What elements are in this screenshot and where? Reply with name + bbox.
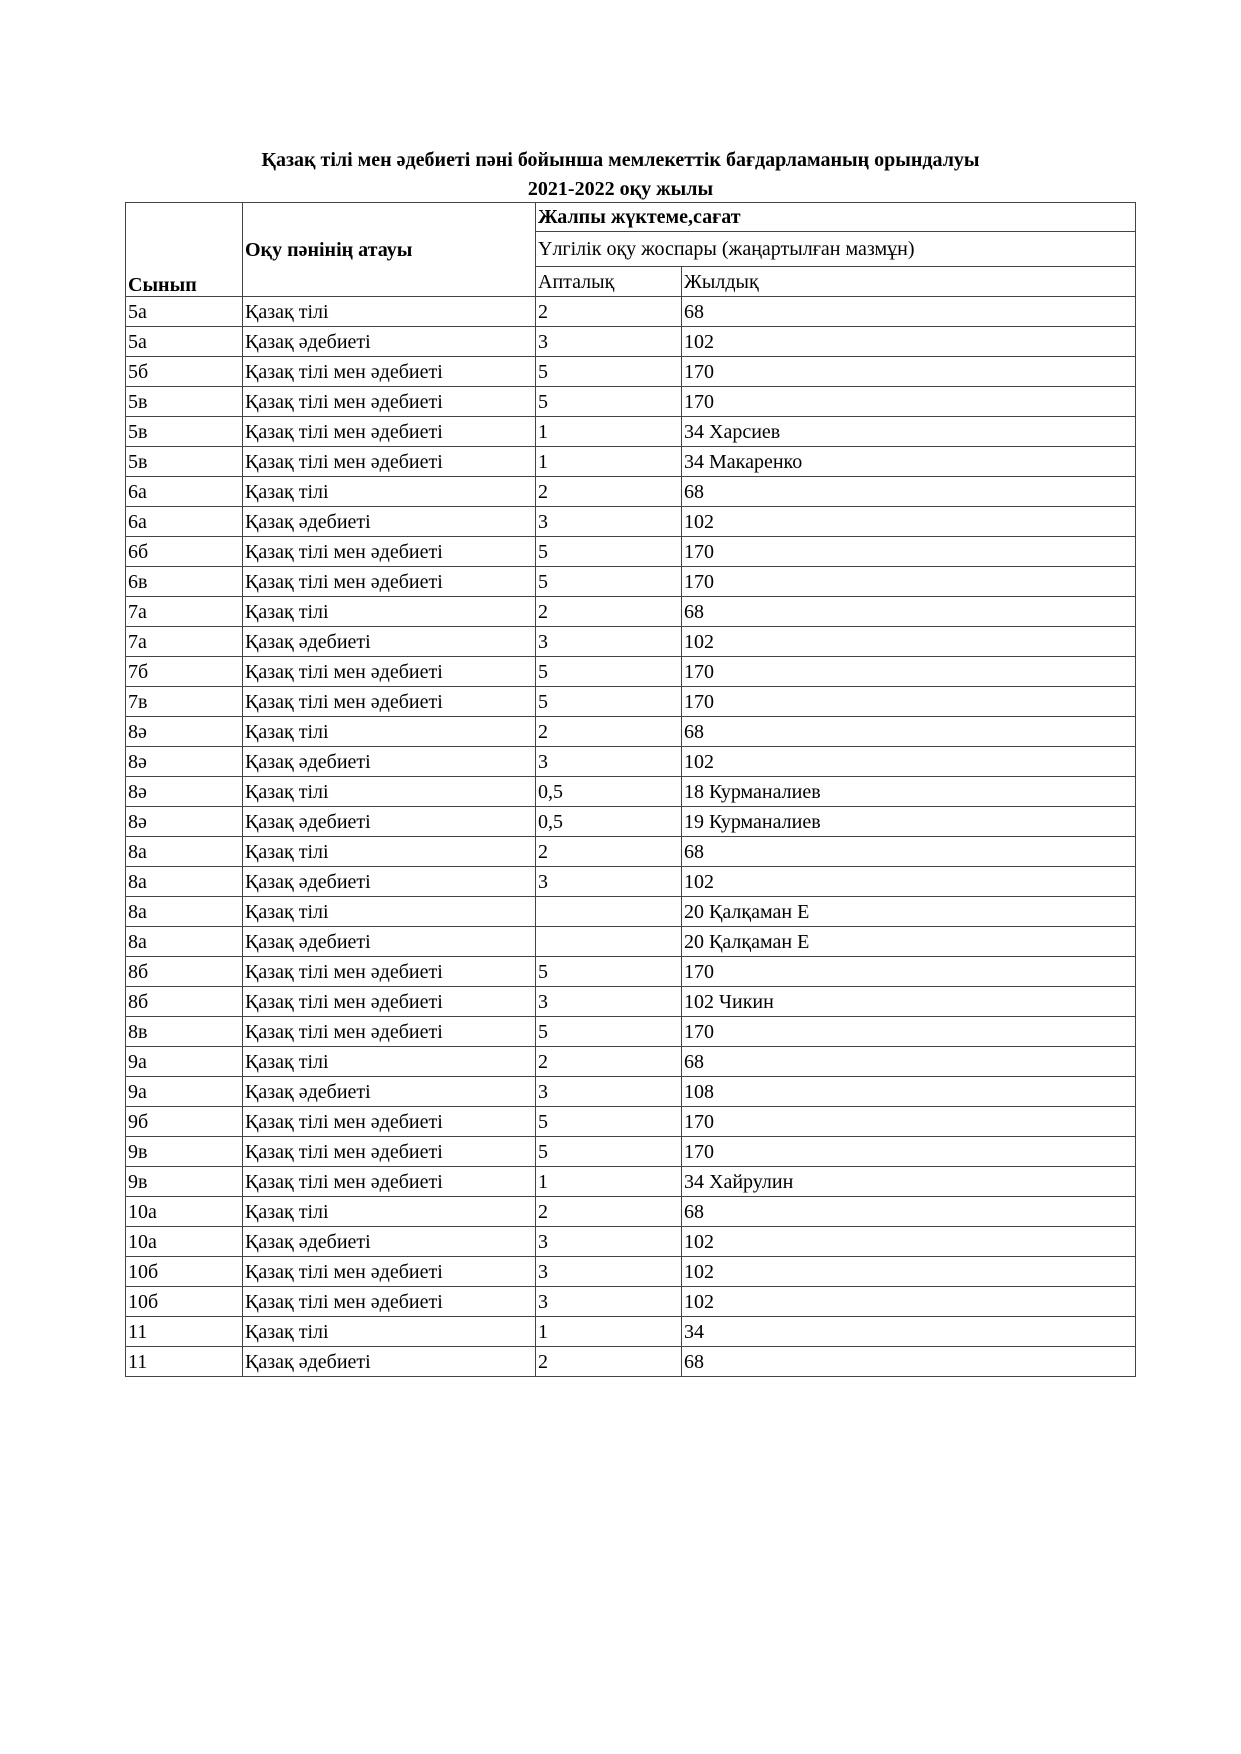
cell-yearly: 102 Чикин xyxy=(682,987,1136,1017)
cell-yearly: 34 Хайрулин xyxy=(682,1167,1136,1197)
table-row xyxy=(126,417,1136,447)
cell-weekly: 2 xyxy=(536,477,682,507)
cell-yearly: 102 xyxy=(682,1257,1136,1287)
cell-yearly: 108 xyxy=(682,1077,1136,1107)
cell-weekly: 3 xyxy=(536,327,682,357)
cell-class: 8а xyxy=(126,897,243,927)
cell-yearly: 170 xyxy=(682,687,1136,717)
table-row xyxy=(126,507,1136,537)
cell-yearly: 20 Қалқаман Е xyxy=(682,927,1136,957)
cell-weekly: 2 xyxy=(536,1197,682,1227)
cell-weekly: 1 xyxy=(536,417,682,447)
cell-weekly: 3 xyxy=(536,507,682,537)
cell-weekly: 2 xyxy=(536,297,682,327)
table-row xyxy=(126,1137,1136,1167)
cell-yearly: 102 xyxy=(682,867,1136,897)
cell-subject: Қазақ тілі мен әдебиеті xyxy=(243,1257,536,1287)
cell-weekly: 5 xyxy=(536,537,682,567)
cell-yearly: 170 xyxy=(682,1137,1136,1167)
table-row xyxy=(126,1167,1136,1197)
cell-subject: Қазақ тілі мен әдебиеті xyxy=(243,357,536,387)
cell-yearly: 102 xyxy=(682,327,1136,357)
cell-subject: Қазақ тілі xyxy=(243,1047,536,1077)
table-row xyxy=(126,897,1136,927)
cell-yearly: 34 Макаренко xyxy=(682,447,1136,477)
table-row xyxy=(126,1227,1136,1257)
header-subject: Оқу пәнінің атауы xyxy=(243,203,536,297)
cell-class: 8ә xyxy=(126,717,243,747)
table-row xyxy=(126,1017,1136,1047)
cell-subject: Қазақ тілі мен әдебиеті xyxy=(243,567,536,597)
cell-subject: Қазақ әдебиеті xyxy=(243,927,536,957)
table-row xyxy=(126,1047,1136,1077)
table-row xyxy=(126,567,1136,597)
cell-class: 7а xyxy=(126,597,243,627)
table-row xyxy=(126,657,1136,687)
cell-subject: Қазақ әдебиеті xyxy=(243,1347,536,1377)
cell-yearly: 102 xyxy=(682,1227,1136,1257)
table-row xyxy=(126,327,1136,357)
cell-subject: Қазақ әдебиеті xyxy=(243,1227,536,1257)
header-weekly: Апталық xyxy=(536,267,682,297)
cell-weekly: 3 xyxy=(536,1227,682,1257)
table-row xyxy=(126,1317,1136,1347)
table-header-row xyxy=(126,203,1136,232)
cell-weekly: 5 xyxy=(536,1017,682,1047)
table-row xyxy=(126,717,1136,747)
cell-yearly: 170 xyxy=(682,567,1136,597)
cell-subject: Қазақ әдебиеті xyxy=(243,627,536,657)
cell-class: 8а xyxy=(126,867,243,897)
cell-class: 5а xyxy=(126,327,243,357)
cell-subject: Қазақ тілі мен әдебиеті xyxy=(243,657,536,687)
cell-weekly: 3 xyxy=(536,627,682,657)
cell-subject: Қазақ тілі xyxy=(243,477,536,507)
cell-class: 9а xyxy=(126,1047,243,1077)
cell-weekly: 5 xyxy=(536,1107,682,1137)
cell-yearly: 170 xyxy=(682,357,1136,387)
table-row xyxy=(126,837,1136,867)
cell-weekly: 3 xyxy=(536,867,682,897)
cell-class: 6а xyxy=(126,477,243,507)
cell-subject: Қазақ тілі мен әдебиеті xyxy=(243,987,536,1017)
cell-weekly: 2 xyxy=(536,597,682,627)
cell-subject: Қазақ тілі мен әдебиеті xyxy=(243,1287,536,1317)
cell-subject: Қазақ тілі xyxy=(243,717,536,747)
document-subtitle-year: 2021-2022 оқу жылы xyxy=(527,178,714,200)
table-row xyxy=(126,297,1136,327)
header-model-plan: Үлгілік оқу жоспары (жаңартылған мазмұн) xyxy=(536,232,1136,267)
cell-weekly: 2 xyxy=(536,1347,682,1377)
cell-weekly: 5 xyxy=(536,387,682,417)
table-row xyxy=(126,1347,1136,1377)
cell-subject: Қазақ тілі xyxy=(243,837,536,867)
cell-subject: Қазақ әдебиеті xyxy=(243,327,536,357)
cell-yearly: 68 xyxy=(682,597,1136,627)
cell-class: 7а xyxy=(126,627,243,657)
cell-yearly: 170 xyxy=(682,957,1136,987)
cell-weekly: 3 xyxy=(536,1257,682,1287)
cell-weekly: 1 xyxy=(536,447,682,477)
cell-subject: Қазақ тілі мен әдебиеті xyxy=(243,1167,536,1197)
cell-weekly: 5 xyxy=(536,357,682,387)
cell-subject: Қазақ әдебиеті xyxy=(243,507,536,537)
cell-class: 8б xyxy=(126,987,243,1017)
table-row xyxy=(126,1197,1136,1227)
cell-yearly: 68 xyxy=(682,297,1136,327)
cell-weekly: 2 xyxy=(536,717,682,747)
cell-class: 5а xyxy=(126,297,243,327)
cell-subject: Қазақ тілі xyxy=(243,597,536,627)
cell-subject: Қазақ тілі мен әдебиеті xyxy=(243,1017,536,1047)
cell-subject: Қазақ тілі мен әдебиеті xyxy=(243,537,536,567)
cell-yearly: 18 Курманалиев xyxy=(682,777,1136,807)
table-row xyxy=(126,747,1136,777)
cell-weekly: 3 xyxy=(536,1077,682,1107)
cell-subject: Қазақ әдебиеті xyxy=(243,1077,536,1107)
cell-weekly: 5 xyxy=(536,567,682,597)
cell-yearly: 170 xyxy=(682,387,1136,417)
cell-class: 8в xyxy=(126,1017,243,1047)
cell-weekly: 1 xyxy=(536,1167,682,1197)
cell-class: 7б xyxy=(126,657,243,687)
cell-subject: Қазақ тілі мен әдебиеті xyxy=(243,1107,536,1137)
cell-class: 5б xyxy=(126,357,243,387)
cell-class: 5в xyxy=(126,417,243,447)
cell-class: 11 xyxy=(126,1347,243,1377)
cell-subject: Қазақ тілі мен әдебиеті xyxy=(243,417,536,447)
cell-yearly: 102 xyxy=(682,507,1136,537)
cell-weekly: 0,5 xyxy=(536,807,682,837)
cell-class: 9в xyxy=(126,1137,243,1167)
table-row xyxy=(126,597,1136,627)
cell-class: 8б xyxy=(126,957,243,987)
table-row xyxy=(126,387,1136,417)
cell-weekly: 3 xyxy=(536,987,682,1017)
cell-subject: Қазақ тілі мен әдебиеті xyxy=(243,387,536,417)
table-row xyxy=(126,957,1136,987)
cell-subject: Қазақ әдебиеті xyxy=(243,867,536,897)
table-row xyxy=(126,1077,1136,1107)
cell-yearly: 68 xyxy=(682,1047,1136,1077)
cell-yearly: 170 xyxy=(682,537,1136,567)
cell-yearly: 68 xyxy=(682,1197,1136,1227)
table-row xyxy=(126,687,1136,717)
cell-class: 8ә xyxy=(126,747,243,777)
cell-yearly: 170 xyxy=(682,1017,1136,1047)
cell-yearly: 68 xyxy=(682,1347,1136,1377)
table-row xyxy=(126,777,1136,807)
cell-subject: Қазақ әдебиеті xyxy=(243,807,536,837)
table-row xyxy=(126,477,1136,507)
cell-yearly: 102 xyxy=(682,627,1136,657)
cell-yearly: 170 xyxy=(682,1107,1136,1137)
document-title: Қазақ тілі мен әдебиеті пәні бойынша мемлекеттік бағдарламаның орындалуы xyxy=(261,149,980,171)
cell-yearly: 34 xyxy=(682,1317,1136,1347)
cell-class: 11 xyxy=(126,1317,243,1347)
table-row xyxy=(126,807,1136,837)
cell-class: 7в xyxy=(126,687,243,717)
cell-class: 5в xyxy=(126,447,243,477)
cell-class: 8ә xyxy=(126,807,243,837)
cell-yearly: 68 xyxy=(682,837,1136,867)
cell-class: 8ә xyxy=(126,777,243,807)
cell-class: 8а xyxy=(126,927,243,957)
table-row xyxy=(126,357,1136,387)
cell-yearly: 68 xyxy=(682,717,1136,747)
cell-weekly: 1 xyxy=(536,1317,682,1347)
cell-weekly: 5 xyxy=(536,657,682,687)
table-row xyxy=(126,447,1136,477)
cell-subject: Қазақ әдебиеті xyxy=(243,747,536,777)
cell-class: 8а xyxy=(126,837,243,867)
cell-weekly: 2 xyxy=(536,1047,682,1077)
header-yearly: Жылдық xyxy=(682,267,1136,297)
cell-class: 9б xyxy=(126,1107,243,1137)
header-class: Сынып xyxy=(126,203,243,297)
cell-subject: Қазақ тілі xyxy=(243,777,536,807)
table-row xyxy=(126,1107,1136,1137)
cell-subject: Қазақ тілі мен әдебиеті xyxy=(243,957,536,987)
cell-weekly xyxy=(536,897,682,927)
table-row xyxy=(126,867,1136,897)
table-row xyxy=(126,1287,1136,1317)
cell-class: 9а xyxy=(126,1077,243,1107)
cell-weekly: 3 xyxy=(536,747,682,777)
cell-weekly xyxy=(536,927,682,957)
table-row xyxy=(126,1257,1136,1287)
header-total-load: Жалпы жүктеме,сағат xyxy=(536,203,1136,232)
cell-yearly: 102 xyxy=(682,1287,1136,1317)
cell-subject: Қазақ тілі мен әдебиеті xyxy=(243,1137,536,1167)
cell-yearly: 68 xyxy=(682,477,1136,507)
cell-class: 5в xyxy=(126,387,243,417)
cell-yearly: 170 xyxy=(682,657,1136,687)
cell-subject: Қазақ тілі мен әдебиеті xyxy=(243,447,536,477)
cell-weekly: 5 xyxy=(536,687,682,717)
cell-yearly: 102 xyxy=(682,747,1136,777)
cell-yearly: 34 Харсиев xyxy=(682,417,1136,447)
table-row xyxy=(126,927,1136,957)
table-row xyxy=(126,987,1136,1017)
curriculum-table xyxy=(125,202,1136,1377)
cell-weekly: 2 xyxy=(536,837,682,867)
cell-class: 10б xyxy=(126,1257,243,1287)
cell-yearly: 20 Қалқаман Е xyxy=(682,897,1136,927)
cell-weekly: 0,5 xyxy=(536,777,682,807)
cell-weekly: 5 xyxy=(536,957,682,987)
cell-weekly: 5 xyxy=(536,1137,682,1167)
cell-class: 6б xyxy=(126,537,243,567)
cell-yearly: 19 Курманалиев xyxy=(682,807,1136,837)
cell-subject: Қазақ тілі xyxy=(243,1197,536,1227)
cell-subject: Қазақ тілі xyxy=(243,897,536,927)
cell-subject: Қазақ тілі мен әдебиеті xyxy=(243,687,536,717)
cell-class: 10а xyxy=(126,1227,243,1257)
cell-class: 6в xyxy=(126,567,243,597)
curriculum-table-body xyxy=(126,203,1136,1377)
table-row xyxy=(126,537,1136,567)
cell-class: 10а xyxy=(126,1197,243,1227)
table-row xyxy=(126,627,1136,657)
cell-class: 6а xyxy=(126,507,243,537)
cell-class: 9в xyxy=(126,1167,243,1197)
cell-weekly: 3 xyxy=(536,1287,682,1317)
cell-subject: Қазақ тілі xyxy=(243,297,536,327)
cell-subject: Қазақ тілі xyxy=(243,1317,536,1347)
cell-class: 10б xyxy=(126,1287,243,1317)
